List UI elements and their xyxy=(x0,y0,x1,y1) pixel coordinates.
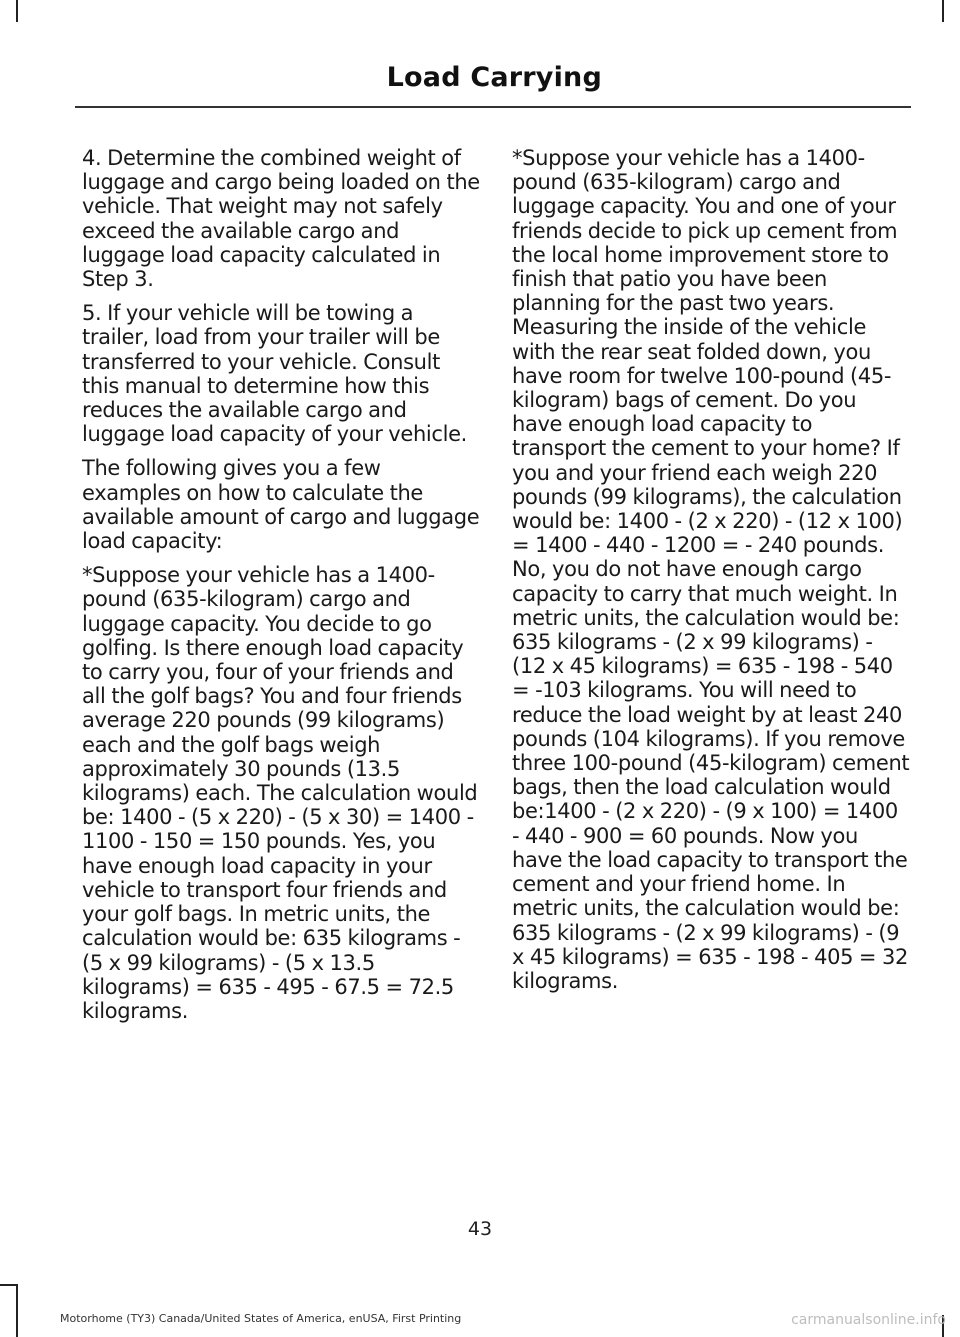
section-title: Load Carrying xyxy=(386,62,602,93)
watermark-text: carmanualsonline.info xyxy=(791,1312,946,1328)
header-divider xyxy=(75,106,911,108)
crop-mark-top-left xyxy=(16,0,18,22)
right-column xyxy=(512,146,910,1003)
left-column xyxy=(82,146,480,1033)
publication-info: Motorhome (TY3) Canada/United States of America, enUSA, First Printing xyxy=(60,1312,462,1325)
page-number: 43 xyxy=(467,1218,493,1240)
examples-intro-paragraph: The following gives you a few examples on how to calculate the available amount of cargo and luggage load capacity: xyxy=(82,456,480,554)
cement-example-paragraph: *Suppose your vehicle has a 1400-pound (635-kilogram) cargo and luggage capacity. You and one of your friends decide to pick up cement from the local home improvement store to finish that patio you have been planning for the past two years. Measuring the inside of the vehicle with the rear seat folded down, you have room for twelve 100-pound (45-kilogram) bags of cement. Do you have enough load capacity to transport the cement to your home? If you and your friend each weigh 220 pounds (99 kilograms), the calculation would be: 1400 - (2 x 220) - (12 x 100) = 1400 - 440 - 1200 = - 240 pounds. No, you do not have enough cargo capacity to carry that much weight. In metric units, the calculation would be: 635 kilograms - (2 x 99 kilograms) - (12 x 45 kilograms) = 635 - 198 - 540 = -103 kilograms. You will need to reduce the load weight by at least 240 pounds (104 kilograms). If you remove three 100-pound (45-kilogram) cement bags, then the load calculation would be:1400 - (2 x 220) - (9 x 100) = 1400 - 440 - 900 = 60 pounds. Now you have the load capacity to transport the cement and your friend home. In metric units, the calculation would be: 635 kilograms - (2 x 99 kilograms) - (9 x 45 kilograms) = 635 - 198 - 405 = 32 kilograms. xyxy=(512,146,910,993)
crop-mark-bottom-left xyxy=(16,1284,18,1337)
crop-mark-bottom-left-horizontal xyxy=(0,1284,16,1286)
golf-example-paragraph: *Suppose your vehicle has a 1400-pound (635-kilogram) cargo and luggage capacity. You decide to go golfing. Is there enough load capacity to carry you, four of your friends and all the golf bags? You and four friends average 220 pounds (99 kilograms) each and the golf bags weigh approximately 30 pounds (13.5 kilograms) each. The calculation would be: 1400 - (5 x 220) - (5 x 30) = 1400 - 1100 - 150 = 150 pounds. Yes, you have enough load capacity in your vehicle to transport four friends and your golf bags. In metric units, the calculation would be: 635 kilograms - (5 x 99 kilograms) - (5 x 13.5 kilograms) = 635 - 495 - 67.5 = 72.5 kilograms. xyxy=(82,563,478,1023)
step-5-paragraph: 5. If your vehicle will be towing a trailer, load from your trailer will be transferred to your vehicle. Consult this manual to determine how this reduces the available cargo and luggage load capacity of your vehicle. xyxy=(82,301,467,447)
crop-mark-top-right xyxy=(942,0,944,22)
step-4-paragraph: 4. Determine the combined weight of luggage and cargo being loaded on the vehicle. That weight may not safely exceed the available cargo and luggage load capacity calculated in Step 3. xyxy=(82,146,480,292)
